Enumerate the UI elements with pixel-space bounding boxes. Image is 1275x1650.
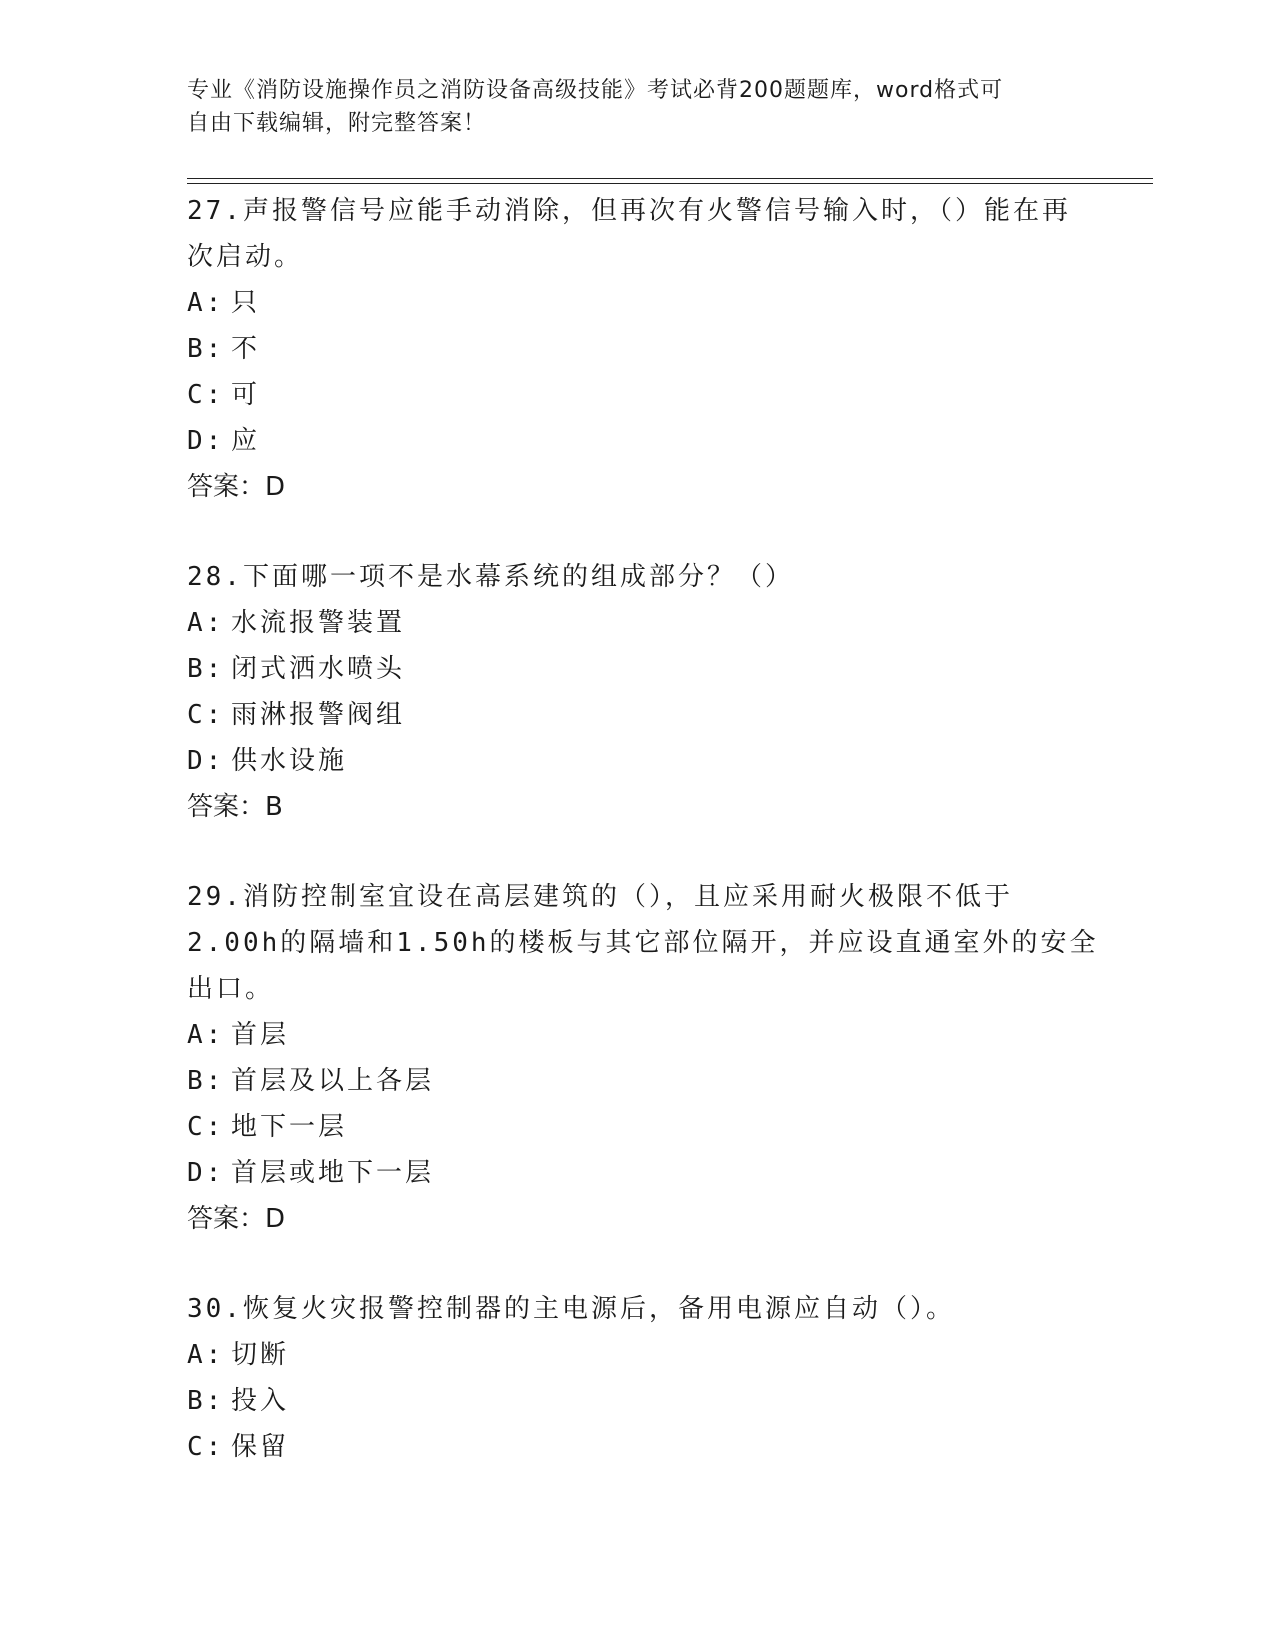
option-text: 雨淋报警阀组	[231, 700, 406, 730]
question-28	[187, 554, 1087, 830]
option-c	[187, 1424, 1087, 1470]
question-text: 27.声报警信号应能手动消除，但再次有火警信号输入时，（）能在再	[187, 196, 1071, 226]
option-letter: A:	[187, 1020, 225, 1050]
option-b	[187, 646, 1087, 692]
option-letter: C:	[187, 380, 225, 410]
option-text: 闭式洒水喷头	[231, 654, 406, 684]
option-d	[187, 418, 1087, 464]
option-text: 供水设施	[231, 746, 348, 776]
header-divider-top	[187, 178, 1153, 179]
option-d	[187, 738, 1087, 784]
option-letter: D:	[187, 746, 225, 776]
option-letter: B:	[187, 1066, 225, 1096]
option-letter: A:	[187, 288, 225, 318]
option-text: 不	[231, 334, 261, 364]
question-text: 29.消防控制室宜设在高层建筑的（），且应采用耐火极限不低于	[187, 882, 1013, 912]
option-b	[187, 1378, 1087, 1424]
option-text: 地下一层	[231, 1112, 348, 1142]
option-c	[187, 1104, 1087, 1150]
answer-key: 答案：D	[187, 472, 286, 502]
option-d	[187, 1150, 1087, 1196]
option-a	[187, 600, 1087, 646]
option-c	[187, 372, 1087, 418]
question-27	[187, 188, 1087, 510]
question-text: 2.00h的隔墙和1.50h的楼板与其它部位隔开，并应设直通室外的安全	[187, 928, 1099, 958]
option-letter: C:	[187, 1112, 225, 1142]
option-letter: C:	[187, 700, 225, 730]
question-list	[187, 188, 1099, 1514]
option-b	[187, 326, 1087, 372]
option-b	[187, 1058, 1087, 1104]
option-text: 应	[231, 426, 261, 456]
question-text: 次启动。	[187, 242, 304, 272]
question-30	[187, 1286, 1087, 1470]
option-text: 首层	[231, 1020, 290, 1050]
option-text: 首层及以上各层	[231, 1066, 435, 1096]
option-a	[187, 280, 1087, 326]
option-letter: B:	[187, 654, 225, 684]
option-text: 投入	[231, 1386, 290, 1416]
option-text: 首层或地下一层	[231, 1158, 435, 1188]
option-c	[187, 692, 1087, 738]
header-line-2: 自由下载编辑，附完整答案！	[187, 111, 487, 136]
option-text: 只	[231, 288, 261, 318]
option-a	[187, 1332, 1087, 1378]
header-divider-bottom	[187, 183, 1153, 184]
option-letter: A:	[187, 1340, 225, 1370]
option-letter: B:	[187, 334, 225, 364]
option-text: 切断	[231, 1340, 290, 1370]
option-a	[187, 1012, 1087, 1058]
document-header	[187, 74, 1087, 140]
answer-key: 答案：B	[187, 792, 283, 822]
question-text: 出口。	[187, 974, 275, 1004]
option-text: 可	[231, 380, 261, 410]
option-letter: D:	[187, 426, 225, 456]
option-text: 保留	[231, 1432, 290, 1462]
option-letter: D:	[187, 1158, 225, 1188]
answer-key: 答案：D	[187, 1204, 286, 1234]
option-letter: A:	[187, 608, 225, 638]
header-line-1: 专业《消防设施操作员之消防设备高级技能》考试必背200题题库，word格式可	[187, 78, 1004, 103]
question-text: 28.下面哪一项不是水幕系统的组成部分？（）	[187, 562, 794, 592]
option-text: 水流报警装置	[231, 608, 406, 638]
question-text: 30.恢复火灾报警控制器的主电源后，备用电源应自动（）。	[187, 1294, 955, 1324]
option-letter: C:	[187, 1432, 225, 1462]
option-letter: B:	[187, 1386, 225, 1416]
question-29	[187, 874, 1099, 1242]
